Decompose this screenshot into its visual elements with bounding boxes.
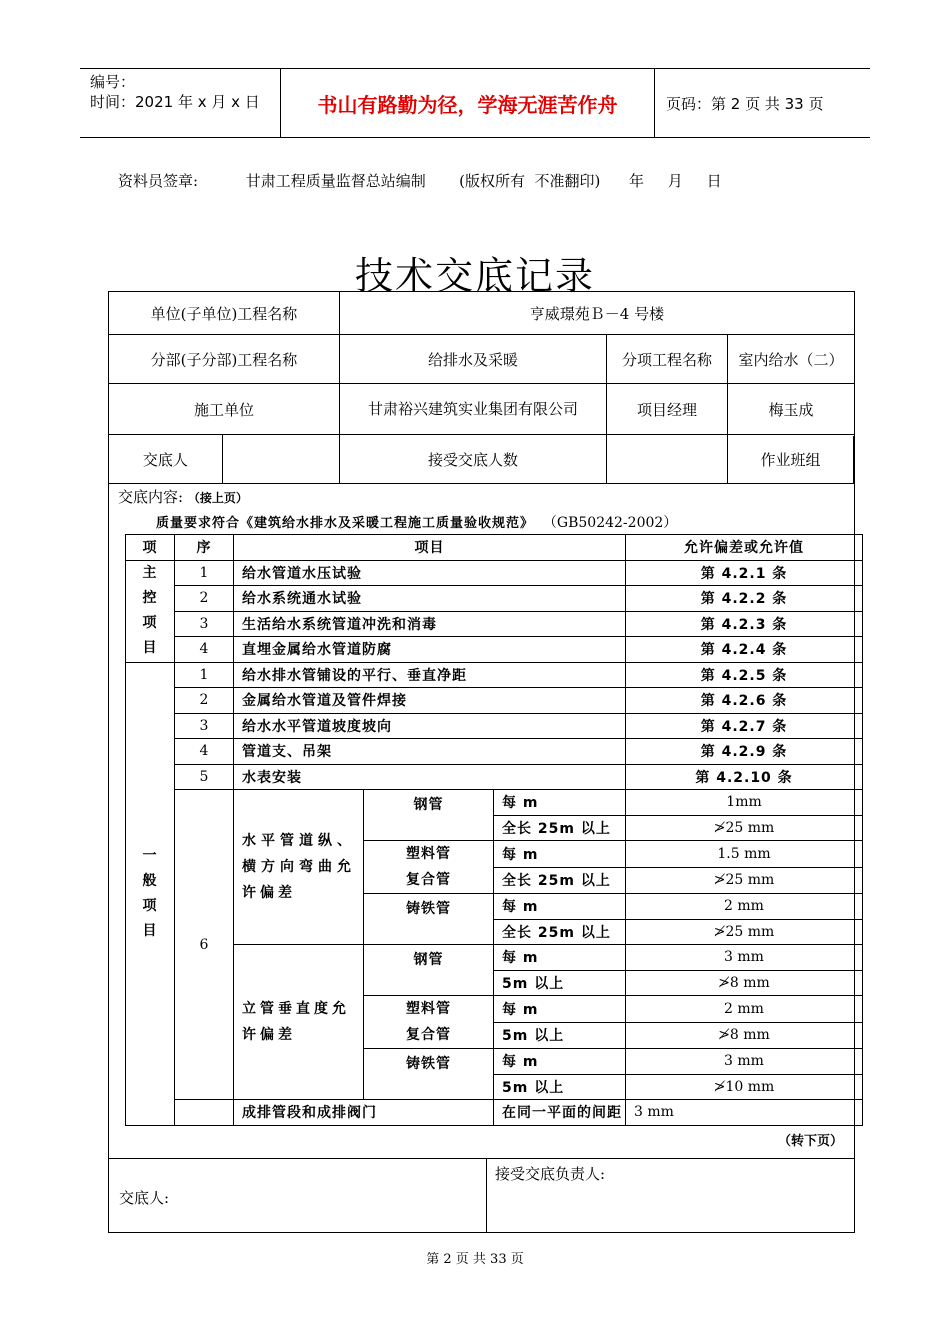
row-value: 第 4.2.7 条 bbox=[626, 713, 863, 739]
row-item: 给水系统通水试验 bbox=[234, 586, 626, 612]
allowance-value: ≯25 mm bbox=[626, 867, 863, 894]
row-no bbox=[175, 1100, 234, 1126]
content-label-line bbox=[118, 486, 248, 507]
allowance-value: 1mm bbox=[626, 790, 863, 816]
table-row bbox=[126, 611, 863, 637]
allowance-value: ≯25 mm bbox=[626, 815, 863, 841]
row-value: 第 4.2.10 条 bbox=[626, 764, 863, 790]
table-row bbox=[126, 586, 863, 612]
row-no: 3 bbox=[175, 611, 234, 637]
allowance-value: 3 mm bbox=[626, 1049, 863, 1075]
material-plastic-composite: 塑料管 复合管 bbox=[364, 841, 494, 894]
main-group-label: 主控项目 bbox=[126, 560, 175, 662]
team-label-cell bbox=[727, 435, 854, 484]
page-header bbox=[80, 68, 870, 138]
row-no: 1 bbox=[175, 560, 234, 586]
allowance-value: 2 mm bbox=[626, 894, 863, 920]
table-row bbox=[126, 790, 863, 816]
table-row bbox=[126, 713, 863, 739]
condition: 每 m bbox=[494, 790, 626, 816]
code-label: 编号： bbox=[90, 73, 136, 91]
condition: 每 m bbox=[494, 945, 626, 971]
row-item: 给水水平管道坡度坡向 bbox=[234, 713, 626, 739]
row-item: 金属给水管道及管件焊接 bbox=[234, 688, 626, 714]
condition: 5m 以上 bbox=[494, 1022, 626, 1049]
standard-code: （GB50242-2002） bbox=[542, 515, 678, 531]
document-title: 技术交底记录 bbox=[354, 254, 595, 298]
allowance-value: ≯8 mm bbox=[626, 970, 863, 996]
receivers-label: 接受交底人数 bbox=[339, 435, 606, 484]
signature-divider bbox=[486, 1159, 487, 1232]
general-group-label: 一般项目 bbox=[126, 662, 175, 1125]
header-page-number: 页码：第 2 页 共 33 页 bbox=[666, 94, 824, 113]
row-item: 管道支、吊架 bbox=[234, 739, 626, 765]
signature-box bbox=[108, 1158, 855, 1233]
allowance-value: ≯10 mm bbox=[626, 1074, 863, 1100]
continued-next-label: （转下页） bbox=[778, 1134, 844, 1149]
row-value: 第 4.2.6 条 bbox=[626, 688, 863, 714]
team-label: 作业班组 bbox=[728, 436, 854, 483]
contractor-value: 甘肃裕兴建筑实业集团有限公司 bbox=[339, 384, 606, 435]
unit-name-label: 单位(子单位)工程名称 bbox=[109, 292, 340, 335]
row-no: 4 bbox=[175, 637, 234, 663]
row-item: 给水管道水压试验 bbox=[234, 560, 626, 586]
subitem-label: 分项工程名称 bbox=[607, 335, 728, 384]
row-item: 直埋金属给水管道防腐 bbox=[234, 637, 626, 663]
condition: 每 m bbox=[494, 1049, 626, 1075]
receivers-value bbox=[607, 435, 728, 484]
contractor-label: 施工单位 bbox=[109, 384, 340, 435]
content-label: 交底内容: bbox=[118, 488, 184, 506]
material-castiron: 铸铁管 bbox=[364, 1049, 494, 1100]
continued-label: （接上页） bbox=[187, 491, 248, 505]
row-value: 第 4.2.5 条 bbox=[626, 662, 863, 688]
material-plastic-composite: 塑料管 复合管 bbox=[364, 996, 494, 1049]
horizontal-deviation-label: 水平管道纵、横方向弯曲允许偏差 bbox=[234, 790, 364, 945]
condition: 每 m bbox=[494, 996, 626, 1023]
row-value: 第 4.2.1 条 bbox=[626, 560, 863, 586]
th-item: 项目 bbox=[234, 535, 626, 561]
th-no: 序 bbox=[175, 535, 234, 561]
row-no: 2 bbox=[175, 688, 234, 714]
table-row bbox=[126, 560, 863, 586]
vertical-deviation-label: 立管垂直度允许偏差 bbox=[234, 945, 364, 1100]
discloser-label: 交底人 bbox=[109, 435, 223, 484]
division-value: 给排水及采暖 bbox=[339, 335, 606, 384]
subitem-value: 室内给水（二） bbox=[727, 335, 854, 384]
row-no: 5 bbox=[175, 764, 234, 790]
allowance-value: 3 mm bbox=[626, 945, 863, 971]
row-item: 给水排水管铺设的平行、垂直净距 bbox=[234, 662, 626, 688]
row-value: 第 4.2.2 条 bbox=[626, 586, 863, 612]
row-no: 2 bbox=[175, 586, 234, 612]
footer-discloser: 交底人: bbox=[119, 1189, 170, 1207]
row-no: 6 bbox=[175, 790, 234, 1100]
condition: 全长 25m 以上 bbox=[494, 867, 626, 894]
row-item: 生活给水系统管道冲洗和消毒 bbox=[234, 611, 626, 637]
manager-label: 项目经理 bbox=[607, 384, 728, 435]
th-allowance: 允许偏差或允许值 bbox=[626, 535, 863, 561]
condition: 5m 以上 bbox=[494, 970, 626, 996]
condition: 每 m bbox=[494, 841, 626, 868]
row-item: 成排管段和成排阀门 bbox=[234, 1100, 494, 1126]
row-no: 3 bbox=[175, 713, 234, 739]
table-row bbox=[126, 945, 863, 971]
page-footer: 第 2 页 共 33 页 bbox=[426, 1252, 524, 1267]
row-value: 第 4.2.4 条 bbox=[626, 637, 863, 663]
row-no: 4 bbox=[175, 739, 234, 765]
project-info-table bbox=[108, 291, 855, 484]
standard-text: 质量要求符合《建筑给水排水及采暖工程施工质量验收规范》 bbox=[156, 516, 535, 531]
time-label: 时间：2021 年 x 月 x 日 bbox=[90, 93, 260, 111]
table-row bbox=[126, 662, 863, 688]
header-motto: 书山有路勤为径，学海无涯苦作舟 bbox=[281, 69, 655, 137]
standard-line bbox=[156, 512, 677, 532]
table-row bbox=[126, 1100, 863, 1126]
allowance-value: ≯8 mm bbox=[626, 1022, 863, 1049]
header-meta bbox=[80, 69, 281, 137]
allowance-value: 3 mm bbox=[626, 1100, 863, 1126]
row-value: 第 4.2.9 条 bbox=[626, 739, 863, 765]
row-item: 水表安装 bbox=[234, 764, 626, 790]
table-row bbox=[126, 688, 863, 714]
material-castiron: 铸铁管 bbox=[364, 894, 494, 945]
condition: 每 m bbox=[494, 894, 626, 920]
unit-name-value: 亨威璟苑Ｂ－4 号楼 bbox=[339, 292, 854, 335]
discloser-value bbox=[222, 435, 339, 484]
footer-receiver: 接受交底负责人: bbox=[495, 1165, 606, 1183]
row-value: 第 4.2.3 条 bbox=[626, 611, 863, 637]
quality-table bbox=[125, 534, 863, 1126]
condition: 5m 以上 bbox=[494, 1074, 626, 1100]
manager-value: 梅玉成 bbox=[727, 384, 854, 435]
row-no: 1 bbox=[175, 662, 234, 688]
allowance-value: 1.5 mm bbox=[626, 841, 863, 868]
signature-line: 资料员签章: 甘肃工程质量监督总站编制 (版权所有 不准翻印) 年 月 日 bbox=[118, 172, 722, 190]
th-category: 项 bbox=[126, 535, 175, 561]
material-steel: 钢管 bbox=[364, 790, 494, 841]
table-row bbox=[126, 637, 863, 663]
table-row bbox=[126, 739, 863, 765]
material-steel: 钢管 bbox=[364, 945, 494, 996]
allowance-value: 2 mm bbox=[626, 996, 863, 1023]
allowance-value: ≯25 mm bbox=[626, 919, 863, 945]
condition: 全长 25m 以上 bbox=[494, 815, 626, 841]
table-row bbox=[126, 764, 863, 790]
condition: 在同一平面的间距 bbox=[494, 1100, 626, 1126]
condition: 全长 25m 以上 bbox=[494, 919, 626, 945]
division-label: 分部(子分部)工程名称 bbox=[109, 335, 340, 384]
